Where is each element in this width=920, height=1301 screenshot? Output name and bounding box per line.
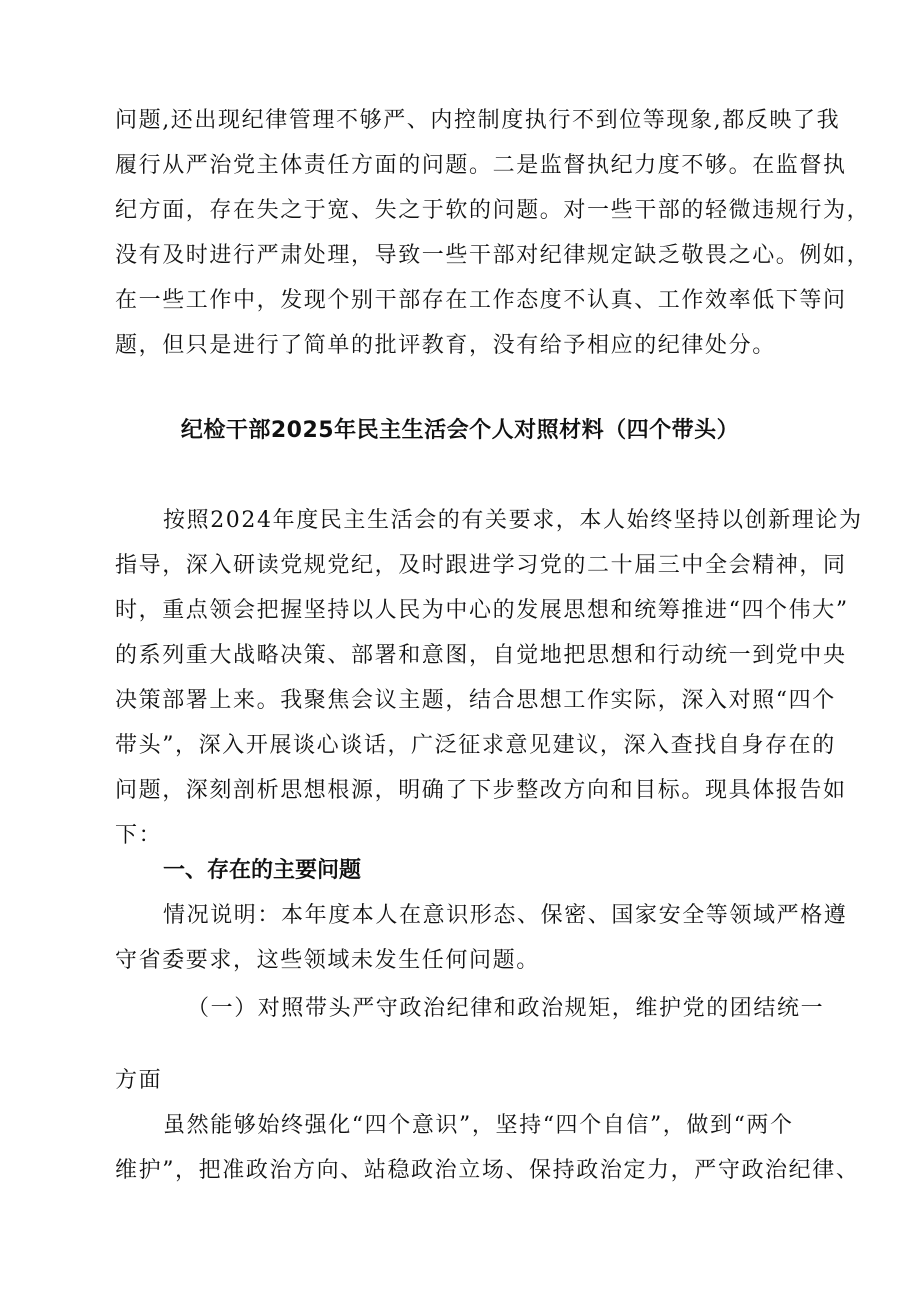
paragraph-line: 时，重点领会把握坚持以人民为中心的发展思想和统筹推进“四个伟大” [115, 598, 849, 623]
paragraph-line: 虽然能够始终强化“四个意识”，坚持“四个自信”，做到“两个 [163, 1113, 794, 1138]
paragraph-line: 纪方面，存在失之于宽、失之于软的问题。对一些干部的轻微违规行为， [115, 198, 871, 223]
paragraph-line: 下： [115, 823, 163, 848]
document-title: 纪检干部2025年民主生活会个人对照材料（四个带头） [180, 418, 740, 443]
paragraph-line: 的系列重大战略决策、部署和意图，自觉地把思想和行动统一到党中央 [115, 643, 847, 668]
paragraph-line: 没有及时进行严肃处理，导致一些干部对纪律规定缺乏敬畏之心。例如， [115, 243, 871, 268]
paragraph-line: 情况说明：本年度本人在意识形态、保密、国家安全等领域严格遵 [163, 903, 848, 928]
paragraph-line: 带头”，深入开展谈心谈话，广泛征求意见建议，深入查找自身存在的 [115, 733, 836, 758]
paragraph-line: 问题,还出现纪律管理不够严、内控制度执行不到位等现象,都反映了我 [115, 108, 841, 133]
paragraph-line: 维护”，把准政治方向、站稳政治立场、保持政治定力，严守政治纪律、 [115, 1158, 860, 1183]
paragraph-line: 按照2024年度民主生活会的有关要求，本人始终坚持以创新理论为 [163, 508, 863, 533]
paragraph-line: 决策部署上来。我聚焦会议主题，结合思想工作实际，深入对照“四个 [115, 688, 836, 713]
paragraph-line: 题，但只是进行了简单的批评教育，没有给予相应的纪律处分。 [115, 333, 776, 358]
section-heading: 一、存在的主要问题 [163, 858, 362, 883]
paragraph-line: 履行从严治党主体责任方面的问题。二是监督执纪力度不够。在监督执 [115, 153, 847, 178]
subsection-heading: （一）对照带头严守政治纪律和政治规矩，维护党的团结统一 [187, 996, 825, 1021]
paragraph-line: 守省委要求，这些领域未发生任何问题。 [115, 948, 540, 973]
paragraph-line: 在一些工作中，发现个别干部存在工作态度不认真、工作效率低下等问 [115, 288, 847, 313]
paragraph-line: 问题，深刻剖析思想根源，明确了下步整改方向和目标。现具体报告如 [115, 778, 847, 803]
subsection-heading-continuation: 方面 [115, 1068, 163, 1093]
paragraph-line: 指导，深入研读党规党纪，及时跟进学习党的二十届三中全会精神，同 [115, 553, 847, 578]
